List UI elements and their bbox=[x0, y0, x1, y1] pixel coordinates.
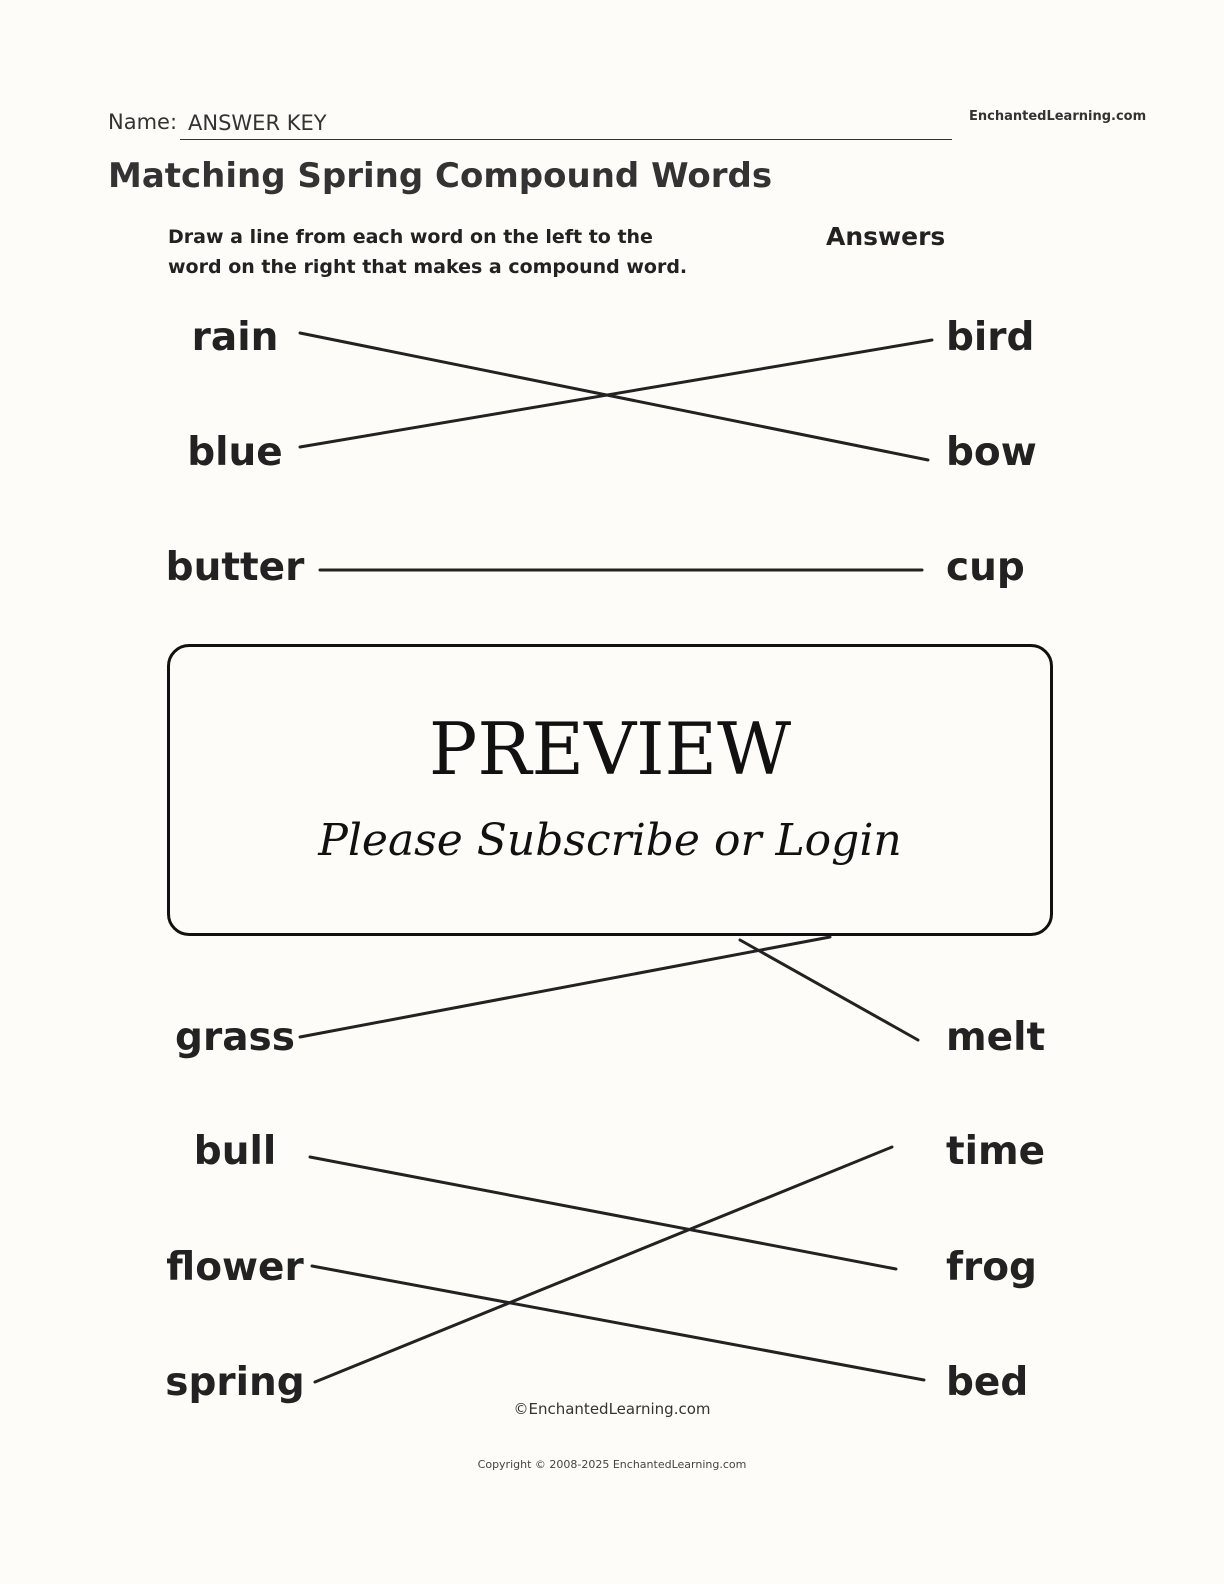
answers-label: Answers bbox=[826, 222, 946, 251]
left-word-blue: blue bbox=[187, 430, 283, 475]
right-word-bird: bird bbox=[946, 315, 1035, 360]
worksheet-credit: ©EnchantedLearning.com bbox=[513, 1400, 711, 1418]
left-word-bull: bull bbox=[193, 1129, 277, 1174]
site-name[interactable]: EnchantedLearning.com bbox=[969, 109, 1147, 124]
copyright: Copyright © 2008-2025 EnchantedLearning.com bbox=[477, 1458, 747, 1471]
name-label: Name: bbox=[108, 110, 178, 134]
left-word-flower: flower bbox=[166, 1245, 304, 1290]
name-value: ANSWER KEY bbox=[188, 111, 327, 135]
left-word-rain: rain bbox=[191, 315, 279, 360]
preview-overlay[interactable] bbox=[167, 644, 1053, 936]
line-grass-hidden bbox=[300, 937, 830, 1037]
left-word-butter: butter bbox=[165, 545, 305, 590]
line-blue-bird bbox=[300, 340, 932, 447]
left-word-grass: grass bbox=[175, 1015, 295, 1060]
right-word-frog: frog bbox=[946, 1245, 1037, 1290]
line-rain-bow bbox=[300, 333, 928, 460]
preview-title: PREVIEW bbox=[428, 707, 792, 791]
preview-subtitle[interactable]: Please Subscribe or Login bbox=[318, 815, 902, 866]
right-word-cup: cup bbox=[946, 545, 1025, 590]
line-bull-frog bbox=[310, 1157, 896, 1269]
page-title: Matching Spring Compound Words bbox=[108, 156, 773, 196]
line-flower-bed bbox=[312, 1266, 924, 1380]
right-word-time: time bbox=[946, 1129, 1046, 1174]
line-hidden-melt bbox=[740, 940, 918, 1040]
right-word-melt: melt bbox=[946, 1015, 1046, 1060]
right-word-bow: bow bbox=[946, 430, 1037, 475]
line-spring-time bbox=[315, 1147, 892, 1382]
instructions: Draw a line from each word on the left to the word on the right that makes a compound word. bbox=[168, 226, 688, 278]
right-word-bed: bed bbox=[946, 1360, 1029, 1405]
left-word-spring: spring bbox=[165, 1360, 305, 1405]
